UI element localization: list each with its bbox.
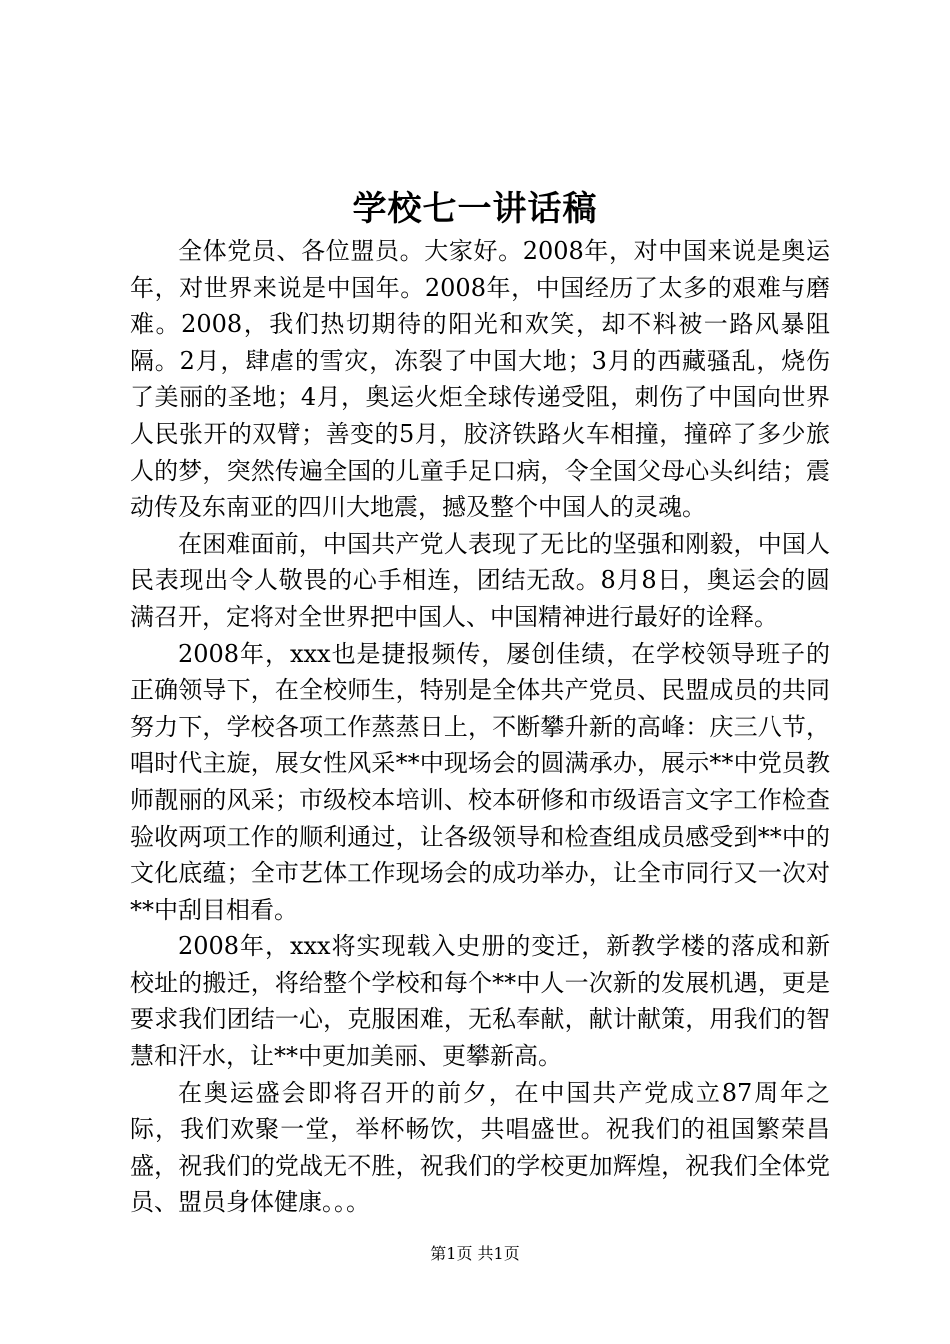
paragraph-3: 2008年，xxx也是捷报频传，屡创佳绩，在学校领导班子的正确领导下，在全校师生，特别是全体共产党员、民盟成员的共同努力下，学校各项工作蒸蒸日上，不断攀升新的高峰：庆三八节，唱时代主旋，展女性风采**中现场会的圆满承办，展示**中党员教师靓丽的风采；市级校本培训、校本研修和市级语言文字工作检查验收两项工作的顺利通过，让各级领导和检查组成员感受到**中的文化底蕴；全市艺体工作现场会的成功举办，让全市同行又一次对**中刮目相看。	[130, 639, 830, 924]
paragraph-1: 全体党员、各位盟员。大家好。2008年，对中国来说是奥运年，对世界来说是中国年。2008年，中国经历了太多的艰难与磨难。2008，我们热切期待的阳光和欢笑，却不料被一路风暴阻隔。2月，肆虐的雪灾，冻裂了中国大地；3月的西藏骚乱，烧伤了美丽的圣地；4月，奥运火炬全球传递受阻，刺伤了中国向世界人民张开的双臂；善变的5月，胶济铁路火车相撞，撞碎了多少旅人的梦，突然传遍全国的儿童手足口病，令全国父母心头纠结；震动传及东南亚的四川大地震，撼及整个中国人的灵魂。	[130, 237, 830, 522]
paragraph-4: 2008年，xxx将实现载入史册的变迁，新教学楼的落成和新校址的搬迁，将给整个学校和每个**中人一次新的发展机遇，更是要求我们团结一心，克服困难，无私奉献，献计献策，用我们的智慧和汗水，让**中更加美丽、更攀新高。	[130, 932, 830, 1071]
document-title: 学校七一讲话稿	[352, 189, 598, 229]
page-footer: 第1页 共1页	[430, 1244, 520, 1263]
document-body	[130, 233, 830, 1221]
paragraph-2: 在困难面前，中国共产党人表现了无比的坚强和刚毅，中国人民表现出令人敬畏的心手相连，团结无敌。8月8日，奥运会的圆满召开，定将对全世界把中国人、中国精神进行最好的诠释。	[130, 529, 830, 631]
paragraph-5: 在奥运盛会即将召开的前夕，在中国共产党成立87周年之际，我们欢聚一堂，举杯畅饮，共唱盛世。祝我们的祖国繁荣昌盛，祝我们的党战无不胜，祝我们的学校更加辉煌，祝我们全体党员、盟员身体健康。。。	[130, 1078, 830, 1217]
